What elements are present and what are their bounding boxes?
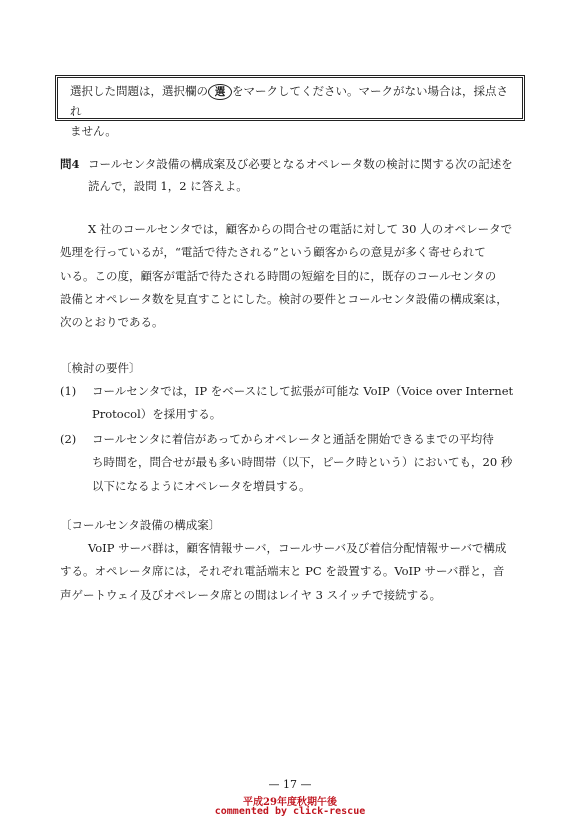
requirement-2-line-1: コールセンタに着信があってからオペレータと通話を開始できるまでの平均待 — [92, 432, 494, 446]
question-header — [60, 153, 525, 197]
notice-text-before: 選択した問題は，選択欄の — [70, 84, 208, 98]
requirements-heading: 〔検討の要件〕 — [60, 361, 141, 375]
intro-line-1: X 社のコールセンタでは，顧客からの問合せの電話に対して 30 人のオペレータで — [88, 222, 513, 236]
question-text — [88, 153, 525, 197]
exam-session-label: 平成29年度秋期午後 — [243, 797, 337, 808]
selection-mark-icon: 選 — [208, 84, 232, 100]
intro-paragraph — [60, 218, 520, 334]
selection-notice-box — [55, 75, 525, 138]
intro-line-5: 次のとおりである。 — [60, 315, 164, 330]
notice-text-after: をマークしてください。マークがない場合は，採点され — [70, 84, 508, 118]
question-line-1: コールセンタ設備の構成案及び必要となるオペレータ数の検討に関する次の記述を — [88, 157, 513, 171]
configuration-heading: 〔コールセンタ設備の構成案〕 — [60, 518, 221, 532]
credit-label: commented by click-rescue — [214, 806, 366, 817]
question-number: 問4 — [60, 157, 80, 171]
requirement-item-2 — [60, 428, 520, 498]
configuration-line-2: する。オペレータ席には，それぞれ電話端末と PC を設置する。VoIP サーバ群と，音 — [60, 564, 505, 579]
requirement-1-line-1: コールセンタでは，IP をベースにして拡張が可能な VoIP（Voice over Internet — [92, 384, 514, 398]
intro-line-4: 設備とオペレータ数を見直すことにした。検討の要件とコールセンタ設備の構成案は， — [60, 291, 508, 306]
page-number: — 17 — — [268, 778, 312, 791]
configuration-line-1: VoIP サーバ群は，顧客情報サーバ，コールサーバ及び着信分配情報サーバで構成 — [88, 541, 507, 555]
requirement-number: (1) — [60, 384, 77, 398]
notice-line-1 — [70, 81, 514, 121]
requirement-item-1 — [60, 380, 520, 427]
configuration-paragraph — [60, 537, 520, 607]
intro-line-3: いる。この度，顧客が電話で待たされる時間の短縮を目的に，既存のコールセンタの — [60, 268, 497, 283]
requirement-2-line-3: 以下になるようにオペレータを増員する。 — [92, 478, 311, 493]
requirement-number: (2) — [60, 432, 77, 446]
requirement-2-line-2: ち時間を，問合せが最も多い時間帯（以下，ピーク時という）においても，20 秒 — [92, 455, 513, 470]
notice-line-2: ません。 — [70, 124, 117, 138]
configuration-line-3: 声ゲートウェイ及びオペレータ席との間はレイヤ 3 スイッチで接続する。 — [60, 587, 442, 602]
question-line-2: 読んで，設問 1，2 に答えよ。 — [88, 179, 248, 193]
requirement-1-line-2: Protocol）を採用する。 — [92, 407, 222, 422]
intro-line-2: 処理を行っているが，“電話で待たされる”という顧客からの意見が多く寄せられて — [60, 245, 486, 260]
